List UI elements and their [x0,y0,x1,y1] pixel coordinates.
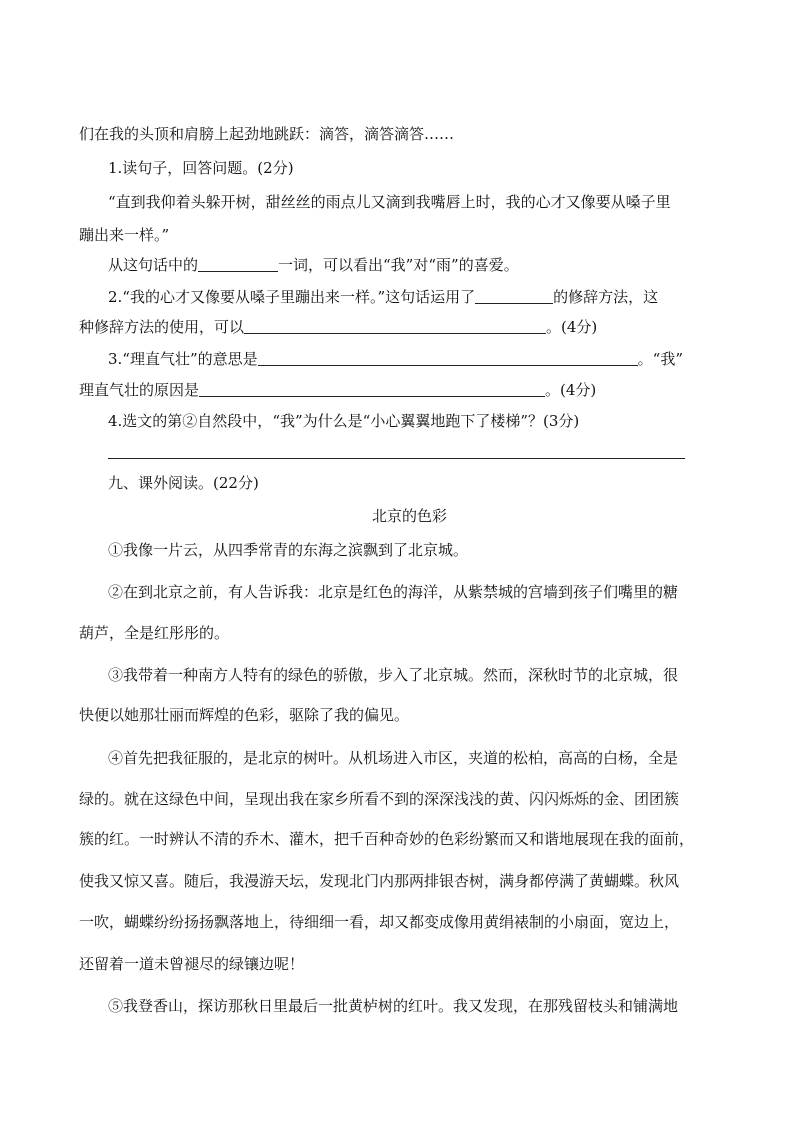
paragraph-4-line-5: 一吹，蝴蝶纷纷扬扬飘落地上，待细细一看，却又都变成像用黄绢裱制的小扇面，宽边上， [79,913,680,931]
question-2-text-b: 的修辞方法，这 [553,288,659,306]
paragraph-3-line-1: ③我带着一种南方人特有的绿色的骄傲，步入了北京城。然而，深秋时节的北京城，很 [108,666,679,684]
section-9-heading: 九、课外阅读。(22分) [108,474,259,492]
answer-blank-q3-reason[interactable] [199,380,545,397]
paragraph-4-line-1: ④首先把我征服的，是北京的树叶。从机场进入市区，夹道的松柏，高高的白杨，全是 [108,749,679,767]
question-3-line-2 [79,380,596,400]
question-2-text-d: 。(4分) [546,318,598,336]
paragraph-1: ①我像一片云，从四季常青的东海之滨飘到了北京城。 [108,541,469,559]
question-1-prompt-start: 从这句话中的 [108,256,199,274]
answer-blank-q2-effect[interactable] [244,317,546,334]
paragraph-3-line-2: 快便以她那壮丽而辉煌的色彩，驱除了我的偏见。 [79,706,410,724]
paragraph-2-line-1: ②在到北京之前，有人告诉我：北京是红色的海洋，从紫禁城的宫墙到孩子们嘴里的糖 [108,583,679,601]
paragraph-4-line-3: 簇的红。一时辨认不清的乔木、灌木，把千百种奇妙的色彩纷繁而又和谐地展现在我的面前， [79,830,695,848]
question-3-text-b: 。“我” [637,350,683,368]
answer-line-q4[interactable] [108,458,685,459]
question-4-text: 4.选文的第②自然段中，“我”为什么是“小心翼翼地跑下了楼梯”？(3分) [108,412,580,430]
question-3-text-c: 理直气壮的原因是 [79,381,200,399]
paragraph-4-line-2: 绿的。就在这绿色中间，呈现出我在家乡所看不到的深深浅浅的黄、闪闪烁烁的金、团团簇 [79,790,680,808]
answer-blank-q2-rhetoric[interactable] [475,287,553,304]
question-2-text-c: 种修辞方法的使用，可以 [79,318,245,336]
paragraph-5-line-1: ⑤我登香山，探访那秋日里最后一批黄栌树的红叶。我又发现，在那残留枝头和铺满地 [108,997,679,1015]
answer-blank-q3-meaning[interactable] [258,349,638,366]
question-3-line-1 [108,349,683,369]
question-2-text-a: 2.“我的心才又像要从嗓子里蹦出来一样。”这句话运用了 [108,288,476,306]
question-2-line-2 [79,317,597,337]
question-1-prompt [108,255,519,275]
question-1-title: 1.读句子，回答问题。(2分) [108,159,294,177]
question-2-line-1 [108,287,658,307]
passage-intro-line: 们在我的头顶和肩膀上起劲地跳跃：滴答，滴答滴答…… [79,125,455,143]
question-3-text-a: 3.“理直气壮”的意思是 [108,350,258,368]
passage-title: 北京的色彩 [372,507,448,525]
question-3-text-d: 。(4分) [545,381,597,399]
paragraph-2-line-2: 葫芦，全是红彤彤的。 [79,624,230,642]
question-1-quote-line-1: “直到我仰着头躲开树，甜丝丝的雨点儿又滴到我嘴唇上时，我的心才又像要从嗓子里 [108,193,671,211]
paragraph-4-line-4: 使我又惊又喜。随后，我漫游天坛，发现北门内那两排银杏树，满身都停满了黄蝴蝶。秋风 [79,872,680,890]
paragraph-4-line-6: 还留着一道未曾褪尽的绿镶边呢！ [79,955,305,973]
question-1-prompt-end: 一词，可以看出“我”对“雨”的喜爱。 [278,256,519,274]
question-1-quote-line-2: 蹦出来一样。” [79,226,170,244]
answer-blank-q1[interactable] [198,255,278,272]
